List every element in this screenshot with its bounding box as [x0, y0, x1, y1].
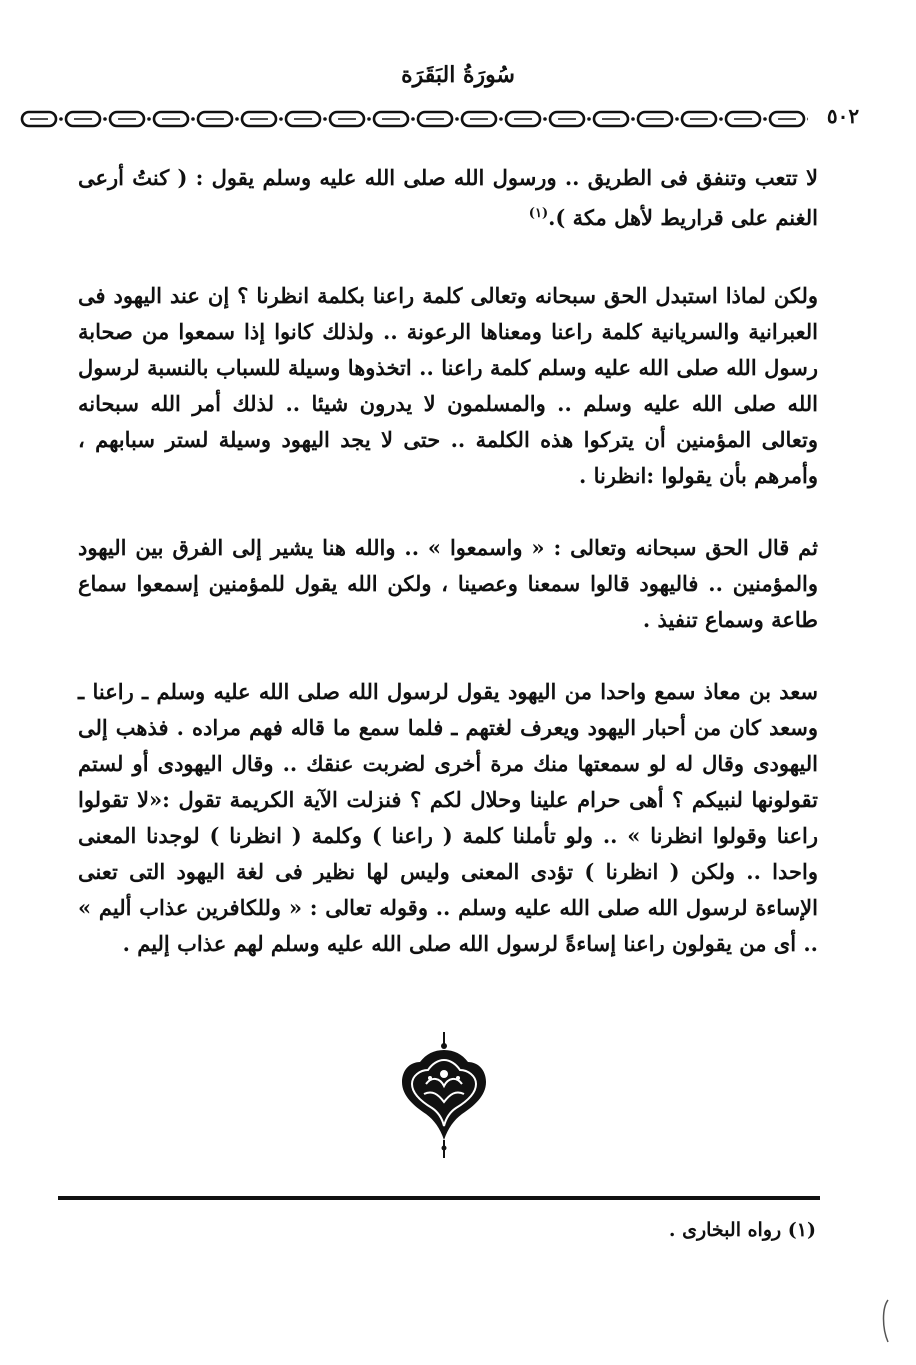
chain-border-ornament — [18, 108, 808, 130]
paragraph-4: سعد بن معاذ سمع واحدا من اليهود يقول لرسول الله صلى الله عليه وسلم ـ راعنا ـ وسعد كان من أحبار اليهود ويعرف لغتهم ـ فلما سمع ما قاله فهم مراده . فذهب إلى اليهودى وقال له لو سمعتها منك مرة أخرى لضربت عنقك .. وقال اليهودى أو لستم تقولونها لنبيكم ؟ أهى حرام علينا وحلال لكم ؟ فنزلت الآية الكريمة تقول :«لا تقولوا راعنا وقولوا انظرنا » .. ولو تأملنا كلمة ( راعنا ) وكلمة ( انظرنا ) لوجدنا المعنى واحدا .. ولكن ( انظرنا ) تؤدى المعنى وليس لها نظير فى لغة اليهود التى تعنى الإساءة لرسول الله صلى الله عليه وسلم .. وقوله تعالى : « وللكافرين عذاب أليم » .. أى من يقولون راعنا إساءةً لرسول الله صلى الله عليه وسلم لهم عذاب إليم . — [78, 679, 818, 956]
page-number: ٥٠٢ — [808, 104, 878, 128]
paragraph-1-text: لا تتعب وتنفق فى الطريق .. ورسول الله صلى الله عليه وسلم يقول : ( كنتُ أرعى الغنم على قراريط لأهل مكة ). — [78, 165, 818, 230]
header-ornament-row — [18, 104, 860, 130]
footnote-text: (١) رواه البخارى . — [668, 1219, 816, 1241]
arabesque-ornament-icon — [396, 1032, 492, 1160]
page-edge-mark — [878, 1298, 892, 1344]
paragraph-2: ولكن لماذا استبدل الحق سبحانه وتعالى كلمة راعنا بكلمة انظرنا ؟ إن عند اليهود فى العبرانية والسريانية كلمة راعنا ومعناها الرعونة .. ولذلك كانوا إذا سمعوا من صحابة رسول الله صلى الله عليه وسلم كلمة راعنا .. اتخذوها وسيلة للسباب بالنسبة لرسول الله صلى الله عليه وسلم .. والمسلمون لا يدرون شيئا .. لذلك أمر الله سبحانه وتعالى المؤمنين أن يتركوا هذه الكلمة .. حتى لا يجد اليهود وسيلة لستر سبابهم ، وأمرهم بأن يقولوا :انظرنا . — [78, 283, 818, 488]
running-title: سُورَةُ البَقَرَة — [401, 62, 515, 88]
main-text — [78, 160, 818, 998]
paragraph-1 — [78, 160, 818, 236]
paragraph-3: ثم قال الحق سبحانه وتعالى : « واسمعوا » .. والله هنا يشير إلى الفرق بين اليهود والمؤمنين .. فاليهود قالوا سمعنا وعصينا ، ولكن الله يقول للمؤمنين إسمعوا سماع طاعة وسماع تنفيذ . — [78, 535, 818, 632]
footnote-divider — [58, 1196, 820, 1200]
footnote-reference[interactable]: (١) — [528, 206, 549, 221]
